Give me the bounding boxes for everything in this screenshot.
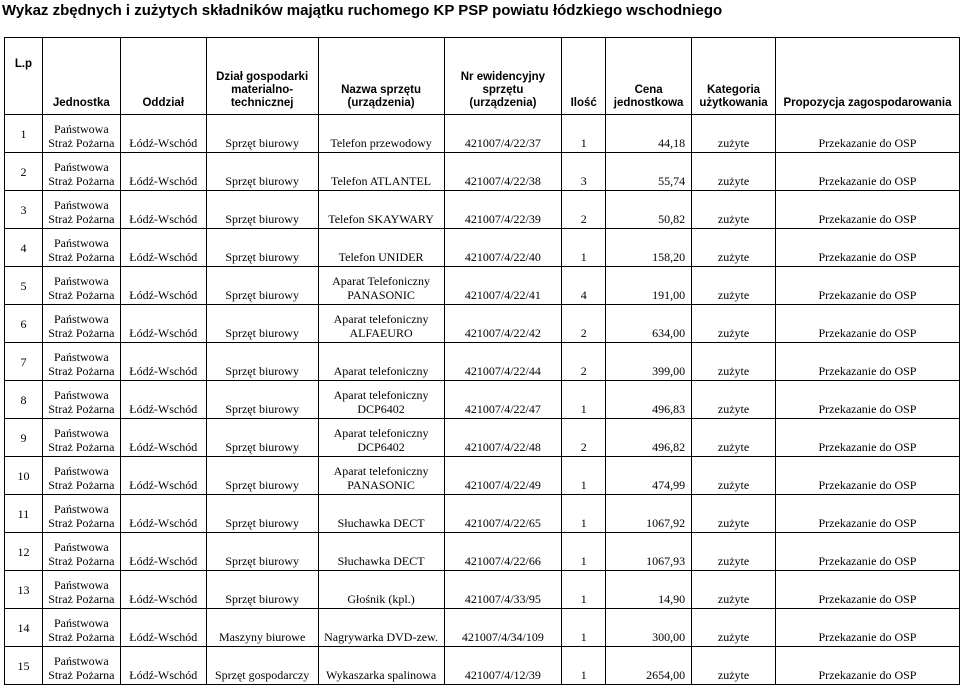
equipment-name-line: Aparat telefoniczny <box>333 426 429 440</box>
row-dzial: Sprzęt biurowy <box>206 381 318 419</box>
row-ilosc: 1 <box>562 571 606 609</box>
row-ilosc: 1 <box>562 457 606 495</box>
row-lp: 3 <box>5 191 43 229</box>
header-cena-line: jednostkowa <box>613 97 684 109</box>
row-jednostka-line: Państwowa <box>54 654 109 668</box>
row-ilosc: 1 <box>562 609 606 647</box>
row-jednostka-line: Straż Pożarna <box>48 326 115 340</box>
equipment-name-line: Wykaszarka spalinowa <box>325 668 437 682</box>
row-jednostka-line: Państwowa <box>54 160 109 174</box>
equipment-name-line: DCP6402 <box>357 440 405 454</box>
row-ilosc: 3 <box>562 153 606 191</box>
table-row <box>5 381 960 419</box>
row-nr: 421007/4/22/42 <box>444 305 562 343</box>
row-cena: 634,00 <box>606 305 692 343</box>
header-nazwa-line: (urządzenia) <box>347 97 415 109</box>
row-jednostka-line: Państwowa <box>54 312 109 326</box>
header-nazwa <box>318 38 444 115</box>
row-nazwa <box>318 381 444 419</box>
row-jednostka-line: Straż Pożarna <box>48 516 115 530</box>
table-row <box>5 609 960 647</box>
row-jednostka <box>42 115 120 153</box>
row-cena: 496,83 <box>606 381 692 419</box>
table-row <box>5 305 960 343</box>
equipment-name-line: Aparat telefoniczny <box>333 312 429 326</box>
row-nazwa <box>318 457 444 495</box>
row-jednostka-line: Straż Pożarna <box>48 402 115 416</box>
equipment-name-line: Aparat telefoniczny <box>333 464 429 478</box>
row-dzial: Sprzęt biurowy <box>206 115 318 153</box>
row-oddzial: Łódź-Wschód <box>120 419 206 457</box>
row-oddzial: Łódź-Wschód <box>120 229 206 267</box>
row-jednostka <box>42 533 120 571</box>
row-jednostka-line: Państwowa <box>54 540 109 554</box>
row-nr: 421007/4/22/47 <box>444 381 562 419</box>
row-jednostka-line: Państwowa <box>54 122 109 136</box>
row-lp: 8 <box>5 381 43 419</box>
header-lp: L.p <box>5 38 43 115</box>
row-cena: 399,00 <box>606 343 692 381</box>
row-cena: 14,90 <box>606 571 692 609</box>
row-jednostka-line: Państwowa <box>54 198 109 212</box>
row-ilosc: 1 <box>562 533 606 571</box>
header-nr <box>444 38 562 115</box>
header-jednostka: Jednostka <box>42 38 120 115</box>
assets-table <box>4 37 960 685</box>
row-propozycja: Przekazanie do OSP <box>775 647 959 685</box>
row-jednostka-line: Straż Pożarna <box>48 288 115 302</box>
row-propozycja: Przekazanie do OSP <box>775 115 959 153</box>
row-cena: 44,18 <box>606 115 692 153</box>
row-lp: 2 <box>5 153 43 191</box>
equipment-name-line: Aparat Telefoniczny <box>332 274 431 288</box>
row-nazwa <box>318 267 444 305</box>
row-nazwa <box>318 115 444 153</box>
row-ilosc: 1 <box>562 381 606 419</box>
row-oddzial: Łódź-Wschód <box>120 115 206 153</box>
header-dzial <box>206 38 318 115</box>
equipment-name-line: Słuchawka DECT <box>337 554 425 568</box>
row-ilosc: 1 <box>562 229 606 267</box>
equipment-name-line: PANASONIC <box>347 288 415 302</box>
row-nr: 421007/4/22/49 <box>444 457 562 495</box>
row-jednostka <box>42 381 120 419</box>
row-propozycja: Przekazanie do OSP <box>775 305 959 343</box>
row-oddzial: Łódź-Wschód <box>120 305 206 343</box>
row-jednostka-line: Straż Pożarna <box>48 174 115 188</box>
row-kategoria: zużyte <box>692 153 776 191</box>
row-oddzial: Łódź-Wschód <box>120 647 206 685</box>
header-kategoria <box>692 38 776 115</box>
row-nr: 421007/4/22/38 <box>444 153 562 191</box>
header-dzial-line: technicznej <box>230 97 294 109</box>
row-jednostka-line: Straż Pożarna <box>48 668 115 682</box>
row-nr: 421007/4/12/39 <box>444 647 562 685</box>
row-lp: 12 <box>5 533 43 571</box>
equipment-name-line: DCP6402 <box>357 402 405 416</box>
row-ilosc: 2 <box>562 343 606 381</box>
row-jednostka-line: Państwowa <box>54 578 109 592</box>
row-lp: 11 <box>5 495 43 533</box>
header-nazwa-line: Nazwa sprzętu <box>341 84 421 96</box>
row-ilosc: 2 <box>562 305 606 343</box>
row-ilosc: 1 <box>562 495 606 533</box>
header-kategoria-line: Kategoria <box>707 84 761 96</box>
table-row <box>5 647 960 685</box>
row-oddzial: Łódź-Wschód <box>120 343 206 381</box>
row-oddzial: Łódź-Wschód <box>120 571 206 609</box>
header-nr-line: (urządzenia) <box>469 97 537 109</box>
row-ilosc: 1 <box>562 115 606 153</box>
row-propozycja: Przekazanie do OSP <box>775 457 959 495</box>
table-row <box>5 419 960 457</box>
row-cena: 191,00 <box>606 267 692 305</box>
table-row <box>5 495 960 533</box>
table-row <box>5 343 960 381</box>
row-nr: 421007/4/22/65 <box>444 495 562 533</box>
row-cena: 1067,92 <box>606 495 692 533</box>
row-lp: 6 <box>5 305 43 343</box>
equipment-name-line: Aparat telefoniczny <box>333 364 429 378</box>
equipment-name-line: Słuchawka DECT <box>337 516 425 530</box>
row-jednostka-line: Straż Pożarna <box>48 554 115 568</box>
row-jednostka-line: Państwowa <box>54 502 109 516</box>
row-jednostka-line: Państwowa <box>54 464 109 478</box>
row-jednostka-line: Państwowa <box>54 616 109 630</box>
row-oddzial: Łódź-Wschód <box>120 609 206 647</box>
row-nr: 421007/4/34/109 <box>444 609 562 647</box>
row-nr: 421007/4/22/44 <box>444 343 562 381</box>
row-kategoria: zużyte <box>692 191 776 229</box>
row-oddzial: Łódź-Wschód <box>120 191 206 229</box>
row-jednostka-line: Straż Pożarna <box>48 440 115 454</box>
header-dzial-line: materialno- <box>231 84 294 96</box>
table-row <box>5 191 960 229</box>
row-oddzial: Łódź-Wschód <box>120 153 206 191</box>
row-cena: 496,82 <box>606 419 692 457</box>
row-cena: 55,74 <box>606 153 692 191</box>
row-dzial: Sprzęt biurowy <box>206 343 318 381</box>
row-dzial: Sprzęt biurowy <box>206 419 318 457</box>
row-oddzial: Łódź-Wschód <box>120 381 206 419</box>
row-dzial: Sprzęt biurowy <box>206 305 318 343</box>
row-jednostka <box>42 419 120 457</box>
row-nr: 421007/4/22/40 <box>444 229 562 267</box>
row-lp: 7 <box>5 343 43 381</box>
row-oddzial: Łódź-Wschód <box>120 495 206 533</box>
row-nazwa <box>318 343 444 381</box>
row-propozycja: Przekazanie do OSP <box>775 571 959 609</box>
row-cena: 50,82 <box>606 191 692 229</box>
header-kategoria-line: użytkowania <box>699 97 768 109</box>
row-propozycja: Przekazanie do OSP <box>775 343 959 381</box>
row-nazwa <box>318 305 444 343</box>
row-nr: 421007/4/22/48 <box>444 419 562 457</box>
equipment-name-line: Telefon ATLANTEL <box>330 174 432 188</box>
table-row <box>5 229 960 267</box>
row-dzial: Sprzęt biurowy <box>206 153 318 191</box>
table-row <box>5 115 960 153</box>
row-kategoria: zużyte <box>692 229 776 267</box>
equipment-name-line: Nagrywarka DVD-zew. <box>324 630 438 644</box>
row-cena: 474,99 <box>606 457 692 495</box>
row-kategoria: zużyte <box>692 533 776 571</box>
row-lp: 1 <box>5 115 43 153</box>
row-propozycja: Przekazanie do OSP <box>775 609 959 647</box>
equipment-name-line: Aparat telefoniczny <box>333 388 429 402</box>
row-nazwa <box>318 647 444 685</box>
row-jednostka-line: Straż Pożarna <box>48 478 115 492</box>
row-oddzial: Łódź-Wschód <box>120 533 206 571</box>
row-propozycja: Przekazanie do OSP <box>775 153 959 191</box>
table-row <box>5 267 960 305</box>
row-dzial: Sprzęt biurowy <box>206 495 318 533</box>
row-lp: 15 <box>5 647 43 685</box>
row-jednostka-line: Państwowa <box>54 274 109 288</box>
row-nazwa <box>318 495 444 533</box>
row-propozycja: Przekazanie do OSP <box>775 381 959 419</box>
row-jednostka <box>42 305 120 343</box>
row-dzial: Sprzęt biurowy <box>206 571 318 609</box>
row-jednostka <box>42 191 120 229</box>
row-propozycja: Przekazanie do OSP <box>775 229 959 267</box>
row-propozycja: Przekazanie do OSP <box>775 191 959 229</box>
row-nr: 421007/4/22/66 <box>444 533 562 571</box>
row-jednostka <box>42 571 120 609</box>
equipment-name-line: ALFAEURO <box>349 326 413 340</box>
row-dzial: Sprzęt biurowy <box>206 267 318 305</box>
header-dzial-line: Dział gospodarki <box>216 71 309 83</box>
row-jednostka-line: Państwowa <box>54 388 109 402</box>
row-kategoria: zużyte <box>692 647 776 685</box>
table-row <box>5 153 960 191</box>
row-kategoria: zużyte <box>692 457 776 495</box>
row-cena: 1067,93 <box>606 533 692 571</box>
row-dzial: Sprzęt biurowy <box>206 457 318 495</box>
row-jednostka <box>42 229 120 267</box>
row-dzial: Sprzęt biurowy <box>206 229 318 267</box>
row-kategoria: zużyte <box>692 381 776 419</box>
row-jednostka <box>42 153 120 191</box>
row-jednostka-line: Straż Pożarna <box>48 592 115 606</box>
row-propozycja: Przekazanie do OSP <box>775 419 959 457</box>
row-kategoria: zużyte <box>692 609 776 647</box>
row-jednostka-line: Państwowa <box>54 350 109 364</box>
header-cena <box>606 38 692 115</box>
row-oddzial: Łódź-Wschód <box>120 457 206 495</box>
row-kategoria: zużyte <box>692 571 776 609</box>
row-cena: 300,00 <box>606 609 692 647</box>
row-lp: 4 <box>5 229 43 267</box>
row-jednostka-line: Straż Pożarna <box>48 250 115 264</box>
row-dzial: Sprzęt biurowy <box>206 533 318 571</box>
row-ilosc: 2 <box>562 191 606 229</box>
row-propozycja: Przekazanie do OSP <box>775 533 959 571</box>
row-lp: 5 <box>5 267 43 305</box>
row-jednostka-line: Państwowa <box>54 236 109 250</box>
row-jednostka <box>42 267 120 305</box>
row-kategoria: zużyte <box>692 115 776 153</box>
row-lp: 9 <box>5 419 43 457</box>
row-kategoria: zużyte <box>692 305 776 343</box>
header-row <box>5 38 960 115</box>
header-nr-line: sprzętu <box>482 84 524 96</box>
row-jednostka <box>42 609 120 647</box>
row-nazwa <box>318 419 444 457</box>
row-nazwa <box>318 153 444 191</box>
equipment-name-line: Telefon UNIDER <box>338 250 424 264</box>
row-jednostka-line: Straż Pożarna <box>48 630 115 644</box>
row-ilosc: 4 <box>562 267 606 305</box>
row-nazwa <box>318 609 444 647</box>
row-nazwa <box>318 229 444 267</box>
equipment-name-line: Telefon przewodowy <box>330 136 432 150</box>
row-kategoria: zużyte <box>692 419 776 457</box>
row-jednostka <box>42 343 120 381</box>
equipment-name-line: Głośnik (kpl.) <box>347 592 415 606</box>
row-ilosc: 1 <box>562 647 606 685</box>
row-lp: 14 <box>5 609 43 647</box>
row-kategoria: zużyte <box>692 495 776 533</box>
row-nazwa <box>318 533 444 571</box>
row-nr: 421007/4/22/37 <box>444 115 562 153</box>
row-jednostka <box>42 647 120 685</box>
row-dzial: Maszyny biurowe <box>206 609 318 647</box>
row-nr: 421007/4/33/95 <box>444 571 562 609</box>
header-propozycja: Propozycja zagospodarowania <box>775 38 959 115</box>
row-kategoria: zużyte <box>692 343 776 381</box>
header-nr-line: Nr ewidencyjny <box>460 71 546 83</box>
row-propozycja: Przekazanie do OSP <box>775 267 959 305</box>
equipment-name-line: Telefon SKAYWARY <box>328 212 434 226</box>
row-jednostka <box>42 457 120 495</box>
row-jednostka-line: Straż Pożarna <box>48 212 115 226</box>
row-kategoria: zużyte <box>692 267 776 305</box>
page-title: Wykaz zbędnych i zużytych składników majątku ruchomego KP PSP powiatu łódzkiego wschodniego <box>2 2 723 19</box>
row-nazwa <box>318 191 444 229</box>
table-row <box>5 571 960 609</box>
row-lp: 13 <box>5 571 43 609</box>
header-ilosc: Ilość <box>562 38 606 115</box>
row-jednostka-line: Straż Pożarna <box>48 136 115 150</box>
row-jednostka-line: Państwowa <box>54 426 109 440</box>
row-cena: 2654,00 <box>606 647 692 685</box>
equipment-name-line: PANASONIC <box>347 478 415 492</box>
row-propozycja: Przekazanie do OSP <box>775 495 959 533</box>
header-oddzial: Oddział <box>120 38 206 115</box>
row-oddzial: Łódź-Wschód <box>120 267 206 305</box>
table-row <box>5 533 960 571</box>
row-dzial: Sprzęt biurowy <box>206 191 318 229</box>
row-cena: 158,20 <box>606 229 692 267</box>
row-dzial: Sprzęt gospodarczy <box>206 647 318 685</box>
table-row <box>5 457 960 495</box>
row-jednostka <box>42 495 120 533</box>
header-cena-line: Cena <box>634 84 663 96</box>
row-nr: 421007/4/22/41 <box>444 267 562 305</box>
row-lp: 10 <box>5 457 43 495</box>
row-jednostka-line: Straż Pożarna <box>48 364 115 378</box>
row-nazwa <box>318 571 444 609</box>
row-ilosc: 2 <box>562 419 606 457</box>
row-nr: 421007/4/22/39 <box>444 191 562 229</box>
